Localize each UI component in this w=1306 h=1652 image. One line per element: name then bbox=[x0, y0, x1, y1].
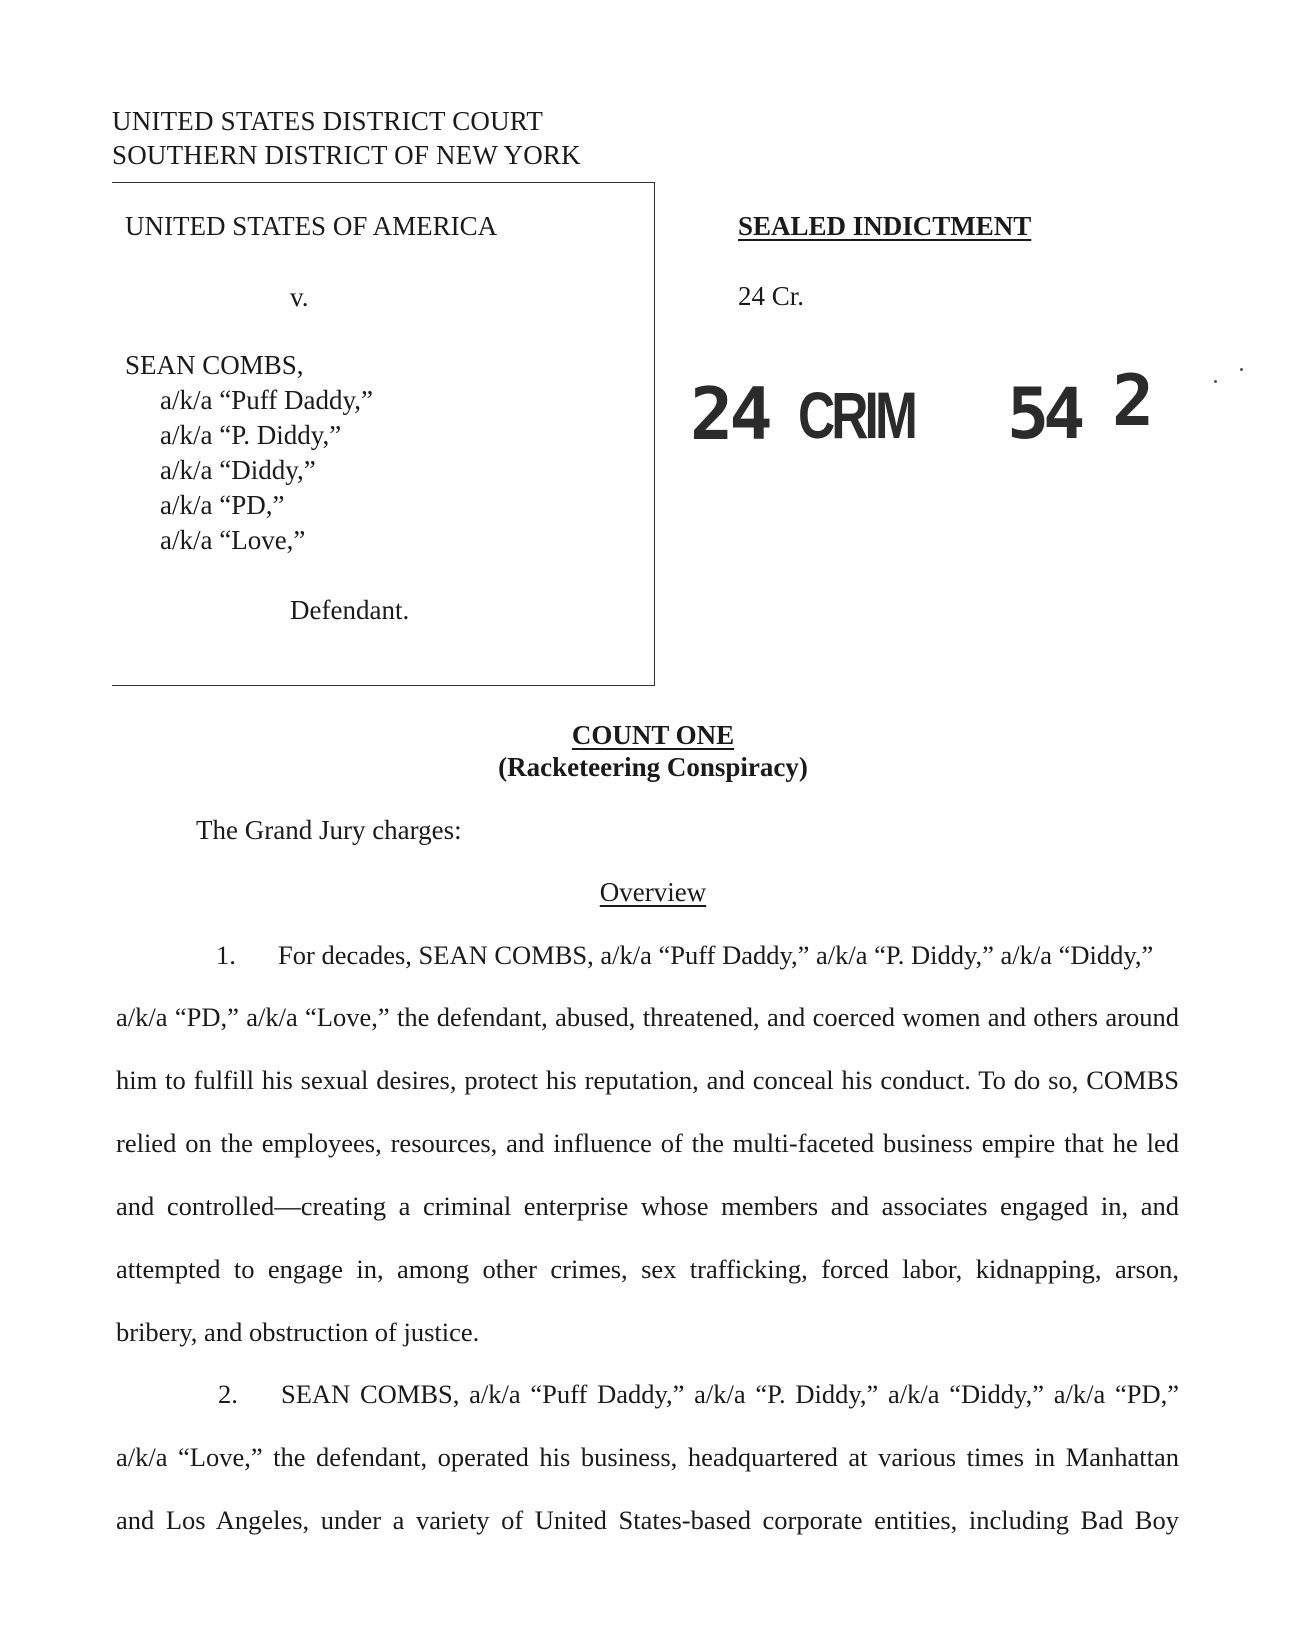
paragraph-line: attempted to engage in, among other crimes, sex trafficking, forced labor, kidnapping, arson, bbox=[116, 1254, 1179, 1284]
court-district: SOUTHERN DISTRICT OF NEW YORK bbox=[112, 140, 581, 170]
paragraph-line: bribery, and obstruction of justice. bbox=[116, 1317, 480, 1347]
case-number-prefix: 24 Cr. bbox=[738, 281, 805, 311]
count-subheading: (Racketeering Conspiracy) bbox=[498, 752, 808, 782]
paragraph-line: relied on the employees, resources, and influence of the multi-faceted business empire that he led bbox=[116, 1128, 1179, 1158]
court-name: UNITED STATES DISTRICT COURT bbox=[112, 106, 544, 136]
paragraph-line: and Los Angeles, under a variety of United States-based corporate entities, including Bad Boy bbox=[116, 1505, 1179, 1535]
stamp-number-last-digit: 2 bbox=[1112, 360, 1155, 442]
paragraph-line: For decades, SEAN COMBS, a/k/a “Puff Daddy,” a/k/a “P. Diddy,” a/k/a “Diddy,” bbox=[278, 940, 1154, 970]
alias-item: a/k/a “Love,” bbox=[160, 525, 306, 555]
alias-item: a/k/a “P. Diddy,” bbox=[160, 420, 342, 450]
alias-item: a/k/a “Diddy,” bbox=[160, 455, 316, 485]
scan-speck bbox=[1214, 380, 1217, 383]
section-heading: Overview bbox=[599, 877, 707, 907]
scan-speck bbox=[1240, 368, 1243, 371]
paragraph-number: 1. bbox=[216, 940, 236, 970]
stamp-year: 24 bbox=[690, 372, 769, 456]
grand-jury-intro: The Grand Jury charges: bbox=[196, 815, 462, 845]
defendant-role: Defendant. bbox=[290, 595, 410, 625]
stamp-number: 54 bbox=[1007, 373, 1080, 455]
count-heading: COUNT ONE bbox=[571, 720, 735, 750]
paragraph-number: 2. bbox=[218, 1379, 238, 1409]
paragraph-line: and controlled—creating a criminal enterprise whose members and associates engaged in, and bbox=[116, 1191, 1179, 1221]
paragraph-line: him to fulfill his sexual desires, protect his reputation, and conceal his conduct. To do so, COMBS bbox=[116, 1065, 1179, 1095]
paragraph-line: a/k/a “PD,” a/k/a “Love,” the defendant, abused, threatened, and coerced women and others around bbox=[116, 1002, 1179, 1032]
plaintiff-name: UNITED STATES OF AMERICA bbox=[125, 211, 498, 241]
alias-item: a/k/a “Puff Daddy,” bbox=[160, 385, 373, 415]
paragraph-line: SEAN COMBS, a/k/a “Puff Daddy,” a/k/a “P. Diddy,” a/k/a “Diddy,” a/k/a “PD,” bbox=[281, 1379, 1179, 1409]
defendant-name: SEAN COMBS, bbox=[125, 350, 304, 380]
paragraph-line: a/k/a “Love,” the defendant, operated his business, headquartered at various times in Manhattan bbox=[116, 1442, 1179, 1472]
document-title: SEALED INDICTMENT bbox=[738, 211, 1032, 241]
stamp-division: CRIM bbox=[798, 378, 914, 452]
versus-label: v. bbox=[290, 282, 309, 312]
alias-item: a/k/a “PD,” bbox=[160, 490, 285, 520]
